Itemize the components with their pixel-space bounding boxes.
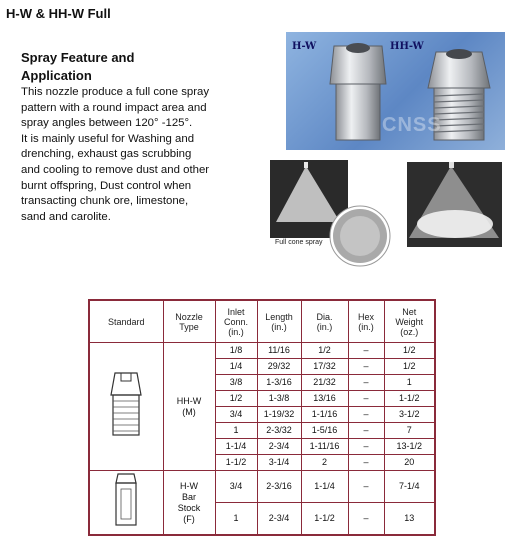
table-cell: – (348, 455, 384, 471)
table-cell: – (348, 359, 384, 375)
bar-stock-nozzle-drawing (106, 471, 146, 529)
table-cell: 1-1/4 (215, 439, 257, 455)
table-header-row (89, 300, 435, 343)
table-cell: 1-19/32 (257, 407, 301, 423)
table-cell: 13 (384, 502, 435, 535)
table-body (89, 343, 435, 536)
table-cell: 1-1/16 (301, 407, 348, 423)
table-cell: – (348, 407, 384, 423)
column-header: Inlet Conn. (in.) (215, 300, 257, 343)
spray-photo-dark (407, 162, 502, 247)
table-cell: 29/32 (257, 359, 301, 375)
spray-cone-illustration (270, 160, 392, 268)
spray-caption: Full cone spray (275, 239, 323, 246)
table-cell: 1/2 (384, 359, 435, 375)
table-cell: 1-3/16 (257, 375, 301, 391)
table-cell: 3/8 (215, 375, 257, 391)
table-cell: 13-1/2 (384, 439, 435, 455)
table-cell: 2-3/16 (257, 471, 301, 503)
table-cell: 17/32 (301, 359, 348, 375)
column-header: Hex (in.) (348, 300, 384, 343)
table-cell: 3-1/4 (257, 455, 301, 471)
page-title: H-W & HH-W Full (6, 6, 111, 21)
spray-pattern-photo (270, 160, 392, 268)
table-row (89, 471, 435, 503)
nozzle-label-hw: H-W (292, 41, 317, 52)
table-cell: – (348, 502, 384, 535)
table-cell: 2-3/4 (257, 439, 301, 455)
table-cell: 7 (384, 423, 435, 439)
nozzle-type-cell: HH-W (M) (163, 343, 215, 471)
table-cell: 2-3/4 (257, 502, 301, 535)
column-header: Net Weight (oz.) (384, 300, 435, 343)
feature-description: This nozzle produce a full cone spray pattern with a round impact area and spray angles between 120° -125°. It is mainly useful for Washing and drenching, exhaust gas scrubbing and cooling to remove dust and other burnt offspring, Dust control when transacting chunk ore, limestone, sand and carolite. (21, 86, 210, 223)
table-cell: 20 (384, 455, 435, 471)
table-cell: 21/32 (301, 375, 348, 391)
nozzle-product-photo (286, 32, 505, 150)
table-cell: 1-1/2 (384, 391, 435, 407)
table-cell: – (348, 423, 384, 439)
table-cell: – (348, 391, 384, 407)
photo-watermark: CNSS (382, 114, 442, 136)
table-cell: 1-11/16 (301, 439, 348, 455)
column-header: Standard (89, 300, 163, 343)
table-cell: 3-1/2 (384, 407, 435, 423)
nozzle-type-cell: H-W Bar Stock (F) (163, 471, 215, 536)
table-cell: 1 (384, 375, 435, 391)
table-cell: 7-1/4 (384, 471, 435, 503)
table-cell: 3/4 (215, 471, 257, 503)
table-cell: 1/2 (301, 343, 348, 359)
table-cell: 1-3/8 (257, 391, 301, 407)
column-header: Dia. (in.) (301, 300, 348, 343)
table-cell: 1-1/2 (215, 455, 257, 471)
table-cell: 11/16 (257, 343, 301, 359)
table-cell: 2-3/32 (257, 423, 301, 439)
table-row (89, 343, 435, 359)
nozzle-label-hhw: HH-W (390, 41, 424, 52)
table-cell: 1/8 (215, 343, 257, 359)
table-cell: 1-1/4 (301, 471, 348, 503)
column-header: Length (in.) (257, 300, 301, 343)
table-cell: 1 (215, 502, 257, 535)
table-cell: 13/16 (301, 391, 348, 407)
table-cell: 1-1/2 (301, 502, 348, 535)
feature-block (21, 49, 261, 225)
table-cell: 1/2 (384, 343, 435, 359)
table-cell: – (348, 439, 384, 455)
column-header: Nozzle Type (163, 300, 215, 343)
standard-drawing-cell (89, 343, 163, 471)
table-cell: – (348, 471, 384, 503)
table-cell: 2 (301, 455, 348, 471)
table-cell: – (348, 343, 384, 359)
feature-heading: Spray Feature and Application (21, 50, 135, 83)
table-cell: 1/4 (215, 359, 257, 375)
table-cell: 3/4 (215, 407, 257, 423)
table-cell: 1-5/16 (301, 423, 348, 439)
male-nozzle-drawing (101, 369, 151, 439)
spray-wide-illustration (407, 162, 502, 247)
standard-drawing-cell (89, 471, 163, 536)
table-cell: 1/2 (215, 391, 257, 407)
table-cell: 1 (215, 423, 257, 439)
table-cell: – (348, 375, 384, 391)
spec-table (88, 299, 436, 536)
